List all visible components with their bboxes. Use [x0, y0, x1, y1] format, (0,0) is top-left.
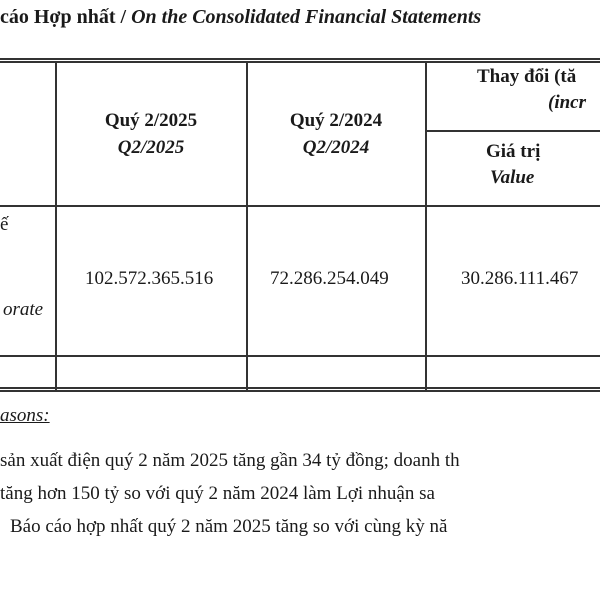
reason-line: sản xuất điện quý 2 năm 2025 tăng gần 34 tỷ đồng; doanh th: [0, 450, 460, 471]
header-subdivider: [425, 130, 600, 132]
col-header-value-en: Value: [490, 167, 535, 188]
column-divider: [425, 62, 427, 390]
table-top-border: [0, 61, 600, 63]
col-header-q2-2025-en: Q2/2025: [117, 137, 185, 158]
reason-line: Báo cáo hợp nhất quý 2 năm 2025 tăng so với cùng kỳ nă: [10, 516, 448, 537]
row-label-vi: ế: [0, 214, 9, 235]
heading-vi: cáo Hợp nhất /: [0, 6, 132, 28]
section-heading: [0, 6, 481, 29]
col-header-q2-2024-vi: Quý 2/2024: [289, 110, 383, 131]
table-bottom-border: [0, 387, 600, 389]
col-header-q2-2025-vi: Quý 2/2025: [104, 110, 198, 131]
col-header-value-vi: Giá trị: [486, 141, 541, 162]
row-label-en: orate: [3, 299, 44, 320]
heading-en: On the Consolidated Financial Statements: [131, 6, 482, 28]
header-bottom-border: [0, 205, 600, 207]
row-divider: [0, 355, 600, 357]
value-q2-2024: 72.286.254.049: [270, 268, 389, 289]
reason-line: tăng hơn 150 tỷ so với quý 2 năm 2024 làm Lợi nhuận sa: [0, 483, 435, 504]
col-header-q2-2024-en: Q2/2024: [302, 137, 370, 158]
col-header-change-vi: Thay đổi (tă: [477, 66, 577, 87]
table-top-border: [0, 58, 600, 60]
value-change: 30.286.111.467: [461, 268, 579, 289]
table-bottom-border: [0, 390, 600, 392]
value-q2-2025: 102.572.365.516: [85, 268, 214, 289]
reasons-title: asons:: [0, 405, 50, 426]
col-header-change-en: (incr: [548, 92, 586, 113]
